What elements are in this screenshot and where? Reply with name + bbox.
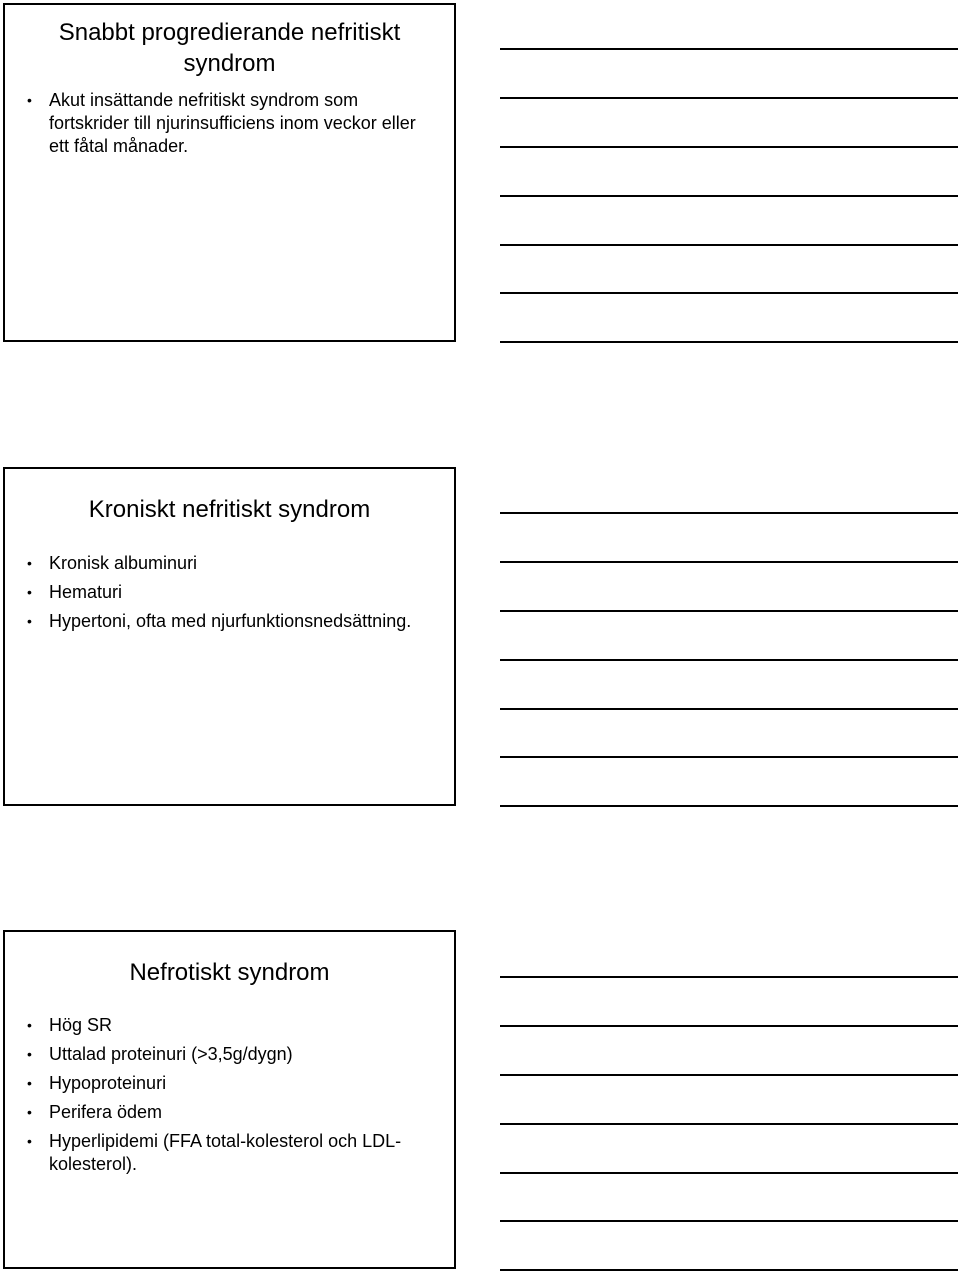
slide-3 [3, 930, 456, 1269]
note-line [500, 708, 958, 710]
bullet-item: • Perifera ödem [27, 1101, 436, 1124]
note-line [500, 341, 958, 343]
note-line [500, 976, 958, 978]
note-line [500, 292, 958, 294]
notes-lines-2 [500, 464, 958, 804]
bullet-list [27, 1014, 436, 1182]
note-line [500, 1123, 958, 1125]
bullet-item: • Hematuri [27, 581, 436, 604]
bullet-item: • Hög SR [27, 1014, 436, 1037]
bullet-item: • Akut insättande nefritiskt syndrom som fortskrider till njurinsufficiens inom veckor eller ett fåtal månader. [27, 89, 436, 158]
bullet-item: • Hypoproteinuri [27, 1072, 436, 1095]
bullet-list [27, 552, 436, 639]
slide-1 [3, 3, 456, 342]
note-line [500, 146, 958, 148]
note-line [500, 610, 958, 612]
note-line [500, 1074, 958, 1076]
notes-lines-1 [500, 0, 958, 340]
note-line [500, 561, 958, 563]
bullet-item: • Hypertoni, ofta med njurfunktionsnedsättning. [27, 610, 436, 633]
bullet-item: • Uttalad proteinuri (>3,5g/dygn) [27, 1043, 436, 1066]
slide-title: Kroniskt nefritiskt syndrom [88, 496, 371, 523]
note-line [500, 1220, 958, 1222]
slide-title: Nefrotiskt syndrom [129, 959, 330, 986]
note-line [500, 195, 958, 197]
note-line [500, 97, 958, 99]
slide-title: Snabbt progredierande nefritiskt syndrom [58, 19, 401, 77]
bullet-item: • Hyperlipidemi (FFA total-kolesterol och LDL-kolesterol). [27, 1130, 436, 1176]
note-line [500, 244, 958, 246]
slide-2 [3, 467, 456, 806]
note-line [500, 756, 958, 758]
note-line [500, 1172, 958, 1174]
note-line [500, 512, 958, 514]
note-line [500, 659, 958, 661]
note-line [500, 805, 958, 807]
bullet-item: • Kronisk albuminuri [27, 552, 436, 575]
note-line [500, 48, 958, 50]
bullet-list [27, 89, 436, 164]
note-line [500, 1025, 958, 1027]
note-line [500, 1269, 958, 1271]
notes-lines-3 [500, 928, 958, 1268]
